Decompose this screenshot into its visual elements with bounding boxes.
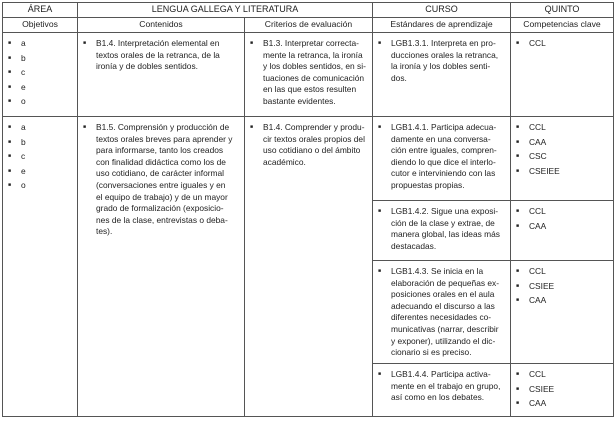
text-line: ■ LGB1.4.1. Participa adecua- [391,122,497,132]
list-item: ■ CCL [516,206,608,218]
list-item: ■ a [8,38,72,50]
text-line: destacadas. [391,240,437,251]
list-item: ■ o [8,180,72,192]
col-standards: Estándares de aprendizaje [373,18,511,33]
competences-list [516,38,608,50]
text-line: mente la retranca, la ironía [263,49,363,60]
text-line: tuaciones de comunicación [263,72,365,83]
list-item: ■ CCL [516,38,608,50]
text-line: tes). [96,226,113,237]
text-line: el equipo de trabajo) y de un mayor [96,191,228,202]
list-item: ■ e [8,82,72,94]
text-line: ■ LGB1.4.4. Participa activa- [391,369,491,379]
criteria-item [250,38,367,108]
text-line: ■ LGB1.4.3. Se inicia en la [391,266,484,276]
text-line: damente en una conversa- [391,133,491,144]
curriculum-table [2,2,614,417]
text-line: bastante evidentes. [263,95,336,106]
text-line: (conversaciones entre iguales y en [96,179,226,190]
text-line: diendo lo que dice el interlo- [391,156,496,167]
text-line: diferentes necesidades co- [391,312,492,323]
col-competences: Competencias clave [511,18,614,33]
text-line: ción entre iguales, compren- [391,145,497,156]
text-line: ■ LGB1.3.1. Interpreta en pro- [391,38,496,48]
text-line: mente en el trabajo en grupo, [391,380,501,391]
text-line: uso cotidiano, de carácter informal [96,168,225,179]
course-value: QUINTO [511,3,614,18]
column-header-row [3,18,614,33]
text-line: la ironía y los dobles senti- [391,61,491,72]
subject-title: LENGUA GALLEGA Y LITERATURA [78,3,373,18]
list-item: ■ o [8,96,72,108]
course-label: CURSO [373,3,511,18]
list-item: ■ CCL [516,122,608,134]
list-item: ■ b [8,137,72,149]
table-row [3,33,614,117]
objectives-list [8,38,72,108]
text-line: posiciones orales en el aula [391,289,495,300]
list-item: ■ CCL [516,266,608,278]
list-item: ■ c [8,151,72,163]
text-line: cionario si es preciso. [391,347,472,358]
list-item: ■ CSIEE [516,281,608,293]
text-line: ducciones orales la retranca, [391,49,499,60]
text-line: ■ B1.4. Interpretación elemental en [96,38,220,48]
text-line: cutor e interviniendo con las [391,168,496,179]
header-row [3,3,614,18]
text-line: propuestas propias. [391,179,465,190]
text-line: textos orales de la retranca, de la [96,49,220,60]
criteria-item [250,122,367,168]
table-row [3,117,614,201]
text-line: municativas (narrar, describir [391,323,499,334]
text-line: académico. [263,156,306,167]
standard-item [378,206,505,252]
competences-list [516,206,608,232]
list-item: ■ a [8,122,72,134]
list-item: ■ CAA [516,398,608,410]
col-objectives: Objetivos [3,18,78,33]
list-item: ■ CSEIEE [516,166,608,178]
text-line: manera global, las ideas más [391,229,500,240]
text-line: y exponer), utilizando el dic- [391,335,496,346]
competences-list [516,369,608,410]
standard-item [378,369,505,404]
competences-list [516,266,608,307]
text-line: ironía y de dobles sentidos. [96,61,198,72]
text-line: grado de formalización (exposicio- [96,203,224,214]
text-line: ■ B1.3. Interpretar correcta- [263,38,359,48]
standard-item [378,122,505,192]
text-line: en las que estos resulten [263,84,357,95]
text-line: y los dobles sentidos, en si- [263,61,366,72]
standard-item [378,266,505,359]
list-item: ■ CAA [516,137,608,149]
text-line: con finalidad didáctica como los de [96,156,226,167]
text-line: ■ B1.5. Comprensión y producción de [96,122,230,132]
text-line: uso cotidiano o del ámbito [263,145,361,156]
text-line: nes de la clase, entrevistas o deba- [96,214,228,225]
text-line: adecuando el discurso a las [391,300,495,311]
text-line: textos orales breves para aprender y [96,133,233,144]
competences-list [516,122,608,177]
standard-item [378,38,505,84]
text-line: ción de la clase y extrae, de [391,217,495,228]
text-line: cir textos orales propios del [263,133,365,144]
objectives-list [8,122,72,192]
list-item: ■ c [8,67,72,79]
contents-item [83,122,239,238]
list-item: ■ CSIEE [516,384,608,396]
area-label: ÁREA [3,3,78,18]
text-line: ■ B1.4. Comprender y produ- [263,122,365,132]
list-item: ■ CSC [516,151,608,163]
list-item: ■ b [8,53,72,65]
text-line: dos. [391,72,407,83]
list-item: ■ CAA [516,295,608,307]
text-line: elaboración de pequeñas ex- [391,277,500,288]
list-item: ■ CCL [516,369,608,381]
col-contents: Contenidos [78,18,245,33]
contents-item [83,38,239,73]
col-criteria: Criterios de evaluación [245,18,373,33]
list-item: ■ CAA [516,221,608,233]
text-line: para informarse, tanto los creados [96,145,224,156]
text-line: ■ LGB1.4.2. Sigue una exposi- [391,206,499,216]
list-item: ■ e [8,166,72,178]
text-line: así como en los debates. [391,392,485,403]
